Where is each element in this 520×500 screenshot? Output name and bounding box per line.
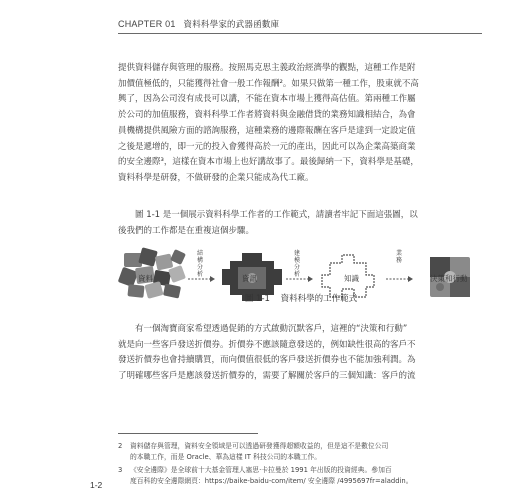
label-information: 資訊 (242, 274, 257, 283)
text-line: 興了，因為公司沒有成長可以講，不能在資本市場上獲得高估值。第兩種工作屬 (118, 94, 416, 105)
running-header (118, 17, 279, 31)
chapter-label (118, 19, 176, 29)
footnote-rule (118, 433, 258, 434)
footnote-text: 的本職工作，而是 Oracle、華為這樣 IT 科技公司的本職工作。 (130, 452, 322, 461)
footnote-3 (118, 465, 484, 486)
label-knowledge: 知識 (344, 274, 359, 283)
paragraph-1 (118, 61, 484, 187)
text-line: 圖 1-1 是一個展示資料科學工作者的工作範式，請讀者牢記下面這張圖，以 (135, 210, 418, 220)
text-line: 資料科學是研發，不做研發的企業只能成為代工廠。 (118, 172, 314, 183)
footnote-2 (118, 441, 484, 462)
arrow-label: 業務 (396, 250, 403, 264)
footnote-text: 度百科的安全邊際網頁：https://baike-baidu-com/item/ 安全邊際 /4995697fr=aladdin。 (130, 476, 413, 485)
caption-text: 資料科學的工作範式 (280, 294, 358, 304)
text-line: 發送折價券也會持續購買，而向價值很低的客戶發送折價券也不能加強利潤。為 (118, 355, 416, 366)
figure-caption (118, 292, 484, 304)
paragraph-2 (118, 208, 484, 239)
text-line: 於公司的加值服務，資料科學工作者將資料與金融借貸的業務知識相結合，為會 (118, 110, 416, 121)
arrow-label: 結構分析 (197, 250, 204, 278)
text-line: 有一個淘寶商家希望透過促銷的方式啟動沉默客戶，這裡的“決策和行動” (135, 324, 408, 334)
text-line: 了明確哪些客戶是應該發送折價券的，需要了解關於客戶的三個知識：客戶的流 (118, 371, 416, 382)
text-line: 的安全邊際³，這樣在資本市場上也好講故事了。最後歸納一下，資料學是基礎， (118, 157, 419, 168)
label-decision-action: 決策和行動 (430, 274, 468, 283)
text-line: 之後是遞增的，即一元的投入會獲得高於一元的產出，因此可以為企業高築商業 (118, 141, 416, 152)
text-line: 員機構提供風險方面的諮詢服務，這種業務的邊際報酬在客戶是達到一定設定值 (118, 125, 416, 136)
chapter-title: 資料科學家的武器函數庫 (183, 20, 280, 30)
figure-labels (118, 273, 484, 285)
header-rule (118, 33, 482, 34)
page-number: 1-2 (90, 480, 103, 490)
label-data: 資料 (138, 274, 153, 283)
caption-number: 圖 1-1 (244, 294, 270, 304)
text-line: 提供資料儲存與管理的服務。按照馬克思主義政治經濟學的觀點，這種工作是附 (118, 63, 416, 73)
footnote-text: 《安全邊際》是全球前十大基金管理人塞思·卡拉曼於 1991 年出版的投資經典。參加百 (130, 466, 392, 474)
paragraph-3 (118, 322, 484, 385)
text-line: 就是向一些客戶發送折價券。折價券不應該隨意發送的，例如缺性很高的客戶不 (118, 339, 416, 350)
arrow-label: 建模分析 (294, 250, 301, 278)
chapter-number: 01 (165, 19, 176, 29)
text-line: 加價值極低的，只能獲得社會一般工作報酬²。如果只做第一種工作，股東就不高 (118, 78, 419, 89)
chapter-prefix: CHAPTER (118, 19, 163, 29)
footnote-text: 資料儲存與管理，資料安全領域是可以透過研發獲得超額收益的，但是這不是數位公司 (130, 442, 389, 450)
footnote-number: 2 (118, 442, 123, 450)
text-line: 後我們的工作都是在重複這個步驟。 (118, 225, 255, 236)
footnote-number: 3 (118, 466, 123, 474)
